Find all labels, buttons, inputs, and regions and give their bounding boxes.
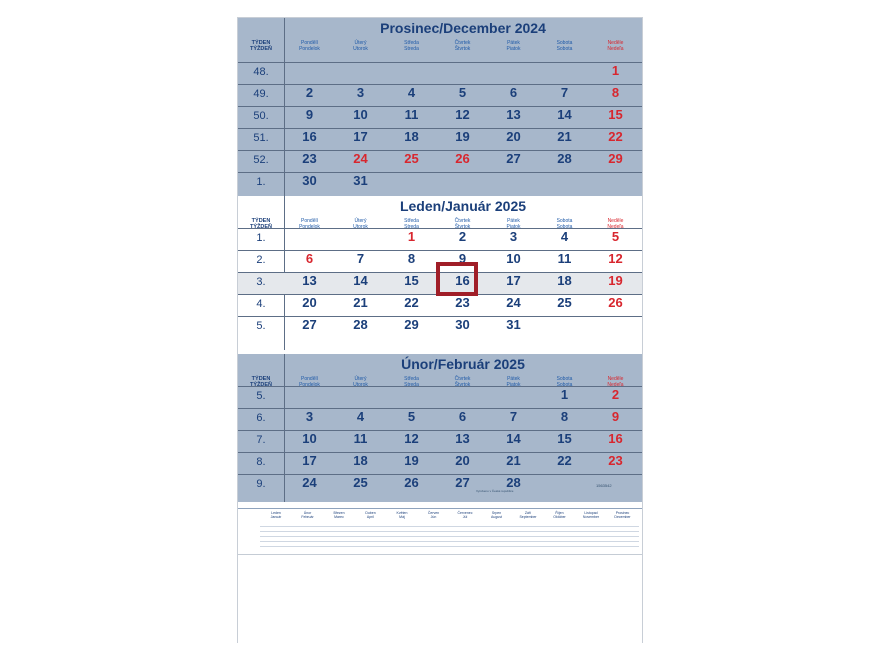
day-name: Čtvrtek Štvrtok <box>454 40 471 52</box>
day-cell <box>539 274 590 288</box>
day-number: 10 <box>302 431 317 446</box>
day-cell <box>386 432 437 446</box>
day-cell <box>488 454 539 468</box>
week-number: 5. <box>256 390 266 402</box>
day-name: Sobota Sobota <box>556 218 573 230</box>
day-cell <box>590 388 641 402</box>
day-name: Úterý Utorok <box>353 376 368 388</box>
day-cell <box>386 252 437 266</box>
day-cell <box>284 252 335 266</box>
day-cell <box>488 432 539 446</box>
day-number: 4 <box>356 409 365 424</box>
day-number: 19 <box>455 129 470 144</box>
day-cell <box>437 476 488 490</box>
day-number: 13 <box>506 107 521 122</box>
week-row <box>238 172 642 195</box>
day-cell <box>386 454 437 468</box>
day-cell <box>335 108 386 122</box>
week-number: 51. <box>253 132 269 144</box>
day-number: 7 <box>356 251 365 266</box>
day-number: 21 <box>557 129 572 144</box>
day-cell <box>284 86 335 100</box>
day-cell <box>437 86 488 100</box>
mini-month: Leden Január <box>260 511 292 548</box>
day-number: 14 <box>353 273 368 288</box>
month-block <box>238 354 642 502</box>
day-cell <box>437 454 488 468</box>
day-number: 13 <box>455 431 470 446</box>
day-cell <box>488 108 539 122</box>
day-cell <box>539 454 590 468</box>
day-number: 29 <box>608 151 623 166</box>
week-header: TÝDEN TÝŽDEŇ <box>250 376 272 388</box>
day-cell <box>539 296 590 310</box>
day-cell <box>284 476 335 490</box>
day-cell <box>284 296 335 310</box>
day-number: 23 <box>302 151 317 166</box>
day-number: 12 <box>608 251 623 266</box>
day-number: 7 <box>509 409 518 424</box>
mini-month: Prosinec December <box>607 511 639 548</box>
day-number: 2 <box>611 387 620 402</box>
week-number: 52. <box>253 154 269 166</box>
day-number: 1 <box>560 387 569 402</box>
day-cell <box>539 252 590 266</box>
day-cell <box>488 252 539 266</box>
day-cell <box>386 410 437 424</box>
day-number: 27 <box>455 475 470 490</box>
day-name: Středa Streda <box>404 218 419 230</box>
day-number: 20 <box>506 129 521 144</box>
day-name: Pátek Piatok <box>506 218 521 230</box>
day-number: 16 <box>455 273 470 288</box>
day-cell <box>488 318 539 332</box>
day-cell <box>437 230 488 244</box>
week-header: TÝDEN TÝŽDEŇ <box>250 40 272 52</box>
day-name: Pátek Piatok <box>506 40 521 52</box>
day-number: 11 <box>353 431 368 446</box>
week-row <box>238 430 642 453</box>
day-name: Čtvrtek Štvrtok <box>454 218 471 230</box>
week-number: 50. <box>253 110 269 122</box>
calendar-backing-board <box>238 554 642 643</box>
product-code: 1563542 <box>596 483 612 488</box>
day-number: 13 <box>302 273 317 288</box>
day-number: 28 <box>353 317 368 332</box>
day-names <box>284 40 642 60</box>
day-cell <box>335 410 386 424</box>
day-cell <box>488 476 539 490</box>
day-number: 1 <box>407 229 416 244</box>
day-number: 15 <box>608 107 623 122</box>
day-cell <box>437 432 488 446</box>
week-number: 2. <box>256 254 266 266</box>
week-number: 8. <box>256 456 266 468</box>
day-cell <box>284 174 335 188</box>
day-cell <box>437 152 488 166</box>
day-number: 17 <box>506 273 521 288</box>
day-cell <box>590 252 641 266</box>
mini-month: Únor Február <box>292 511 324 548</box>
day-cell <box>335 476 386 490</box>
day-name: Čtvrtek Štvrtok <box>454 376 471 388</box>
day-cell <box>488 152 539 166</box>
day-cell <box>335 318 386 332</box>
day-number: 15 <box>404 273 419 288</box>
day-number: 21 <box>353 295 368 310</box>
mini-month: Červen Jún <box>418 511 450 548</box>
day-cell <box>590 86 641 100</box>
year-overview-strip <box>238 508 642 555</box>
day-number: 12 <box>455 107 470 122</box>
day-cell <box>284 274 335 288</box>
day-number: 5 <box>458 85 467 100</box>
month-block <box>238 18 642 196</box>
day-number: 17 <box>353 129 368 144</box>
day-number: 19 <box>404 453 419 468</box>
publisher-info: Vyrobeno v České republice <box>476 489 514 493</box>
day-number: 4 <box>560 229 569 244</box>
day-number: 20 <box>302 295 317 310</box>
week-row <box>238 150 642 173</box>
day-number: 15 <box>557 431 572 446</box>
day-number: 6 <box>458 409 467 424</box>
day-name: Úterý Utorok <box>353 40 368 52</box>
day-cell <box>335 130 386 144</box>
week-row <box>238 84 642 107</box>
day-number: 2 <box>458 229 467 244</box>
today-highlight-frame <box>436 262 478 296</box>
day-name: Středa Streda <box>404 40 419 52</box>
day-number: 3 <box>305 409 314 424</box>
day-cell <box>386 86 437 100</box>
month-title: Leden/Január 2025 <box>399 198 527 214</box>
day-number: 3 <box>509 229 518 244</box>
day-number: 22 <box>608 129 623 144</box>
day-number: 24 <box>302 475 317 490</box>
mini-month: Červenec Júl <box>449 511 481 548</box>
week-row <box>238 62 642 85</box>
day-number: 22 <box>557 453 572 468</box>
day-number: 5 <box>611 229 620 244</box>
week-header: TÝDEN TÝŽDEŇ <box>250 218 272 230</box>
week-row <box>238 228 642 251</box>
day-number: 17 <box>302 453 317 468</box>
day-number: 9 <box>611 409 620 424</box>
day-number: 2 <box>305 85 314 100</box>
day-cell <box>590 432 641 446</box>
mini-month: Březen Marec <box>323 511 355 548</box>
day-cell <box>488 230 539 244</box>
day-number: 5 <box>407 409 416 424</box>
day-number: 9 <box>305 107 314 122</box>
mini-month: Říjen Október <box>544 511 576 548</box>
day-cell <box>488 86 539 100</box>
day-number: 11 <box>404 107 419 122</box>
day-name: Pondělí Pondelok <box>299 218 320 230</box>
day-cell <box>386 108 437 122</box>
week-row <box>238 408 642 431</box>
week-number: 49. <box>253 88 269 100</box>
day-number: 30 <box>455 317 470 332</box>
day-number: 9 <box>458 251 467 266</box>
day-number: 7 <box>560 85 569 100</box>
day-number: 12 <box>404 431 419 446</box>
day-cell <box>284 432 335 446</box>
day-name: Neděle Nedeľa <box>607 218 624 230</box>
day-number: 25 <box>557 295 572 310</box>
day-cell <box>284 410 335 424</box>
day-cell <box>539 130 590 144</box>
day-name: Pátek Piatok <box>506 376 521 388</box>
day-cell <box>335 432 386 446</box>
day-number: 16 <box>608 431 623 446</box>
day-cell <box>539 86 590 100</box>
day-name: Středa Streda <box>404 376 419 388</box>
week-row <box>238 316 642 339</box>
week-number: 4. <box>256 298 266 310</box>
day-cell <box>539 432 590 446</box>
day-cell <box>386 318 437 332</box>
week-row <box>238 474 642 497</box>
week-number: 1. <box>256 232 266 244</box>
day-number: 1 <box>611 63 620 78</box>
day-name: Pondělí Pondelok <box>299 376 320 388</box>
mini-month: Květen Máj <box>386 511 418 548</box>
day-cell <box>590 152 641 166</box>
day-cell <box>539 410 590 424</box>
day-cell <box>539 152 590 166</box>
day-number: 31 <box>506 317 521 332</box>
day-cell <box>386 230 437 244</box>
day-cell <box>284 152 335 166</box>
day-cell <box>488 410 539 424</box>
mini-month: Září September <box>512 511 544 548</box>
day-cell <box>590 454 641 468</box>
day-number: 11 <box>557 251 572 266</box>
day-cell <box>386 476 437 490</box>
day-number: 25 <box>404 151 419 166</box>
day-number: 25 <box>353 475 368 490</box>
day-number: 19 <box>608 273 623 288</box>
day-cell <box>284 108 335 122</box>
day-number: 26 <box>404 475 419 490</box>
day-number: 8 <box>407 251 416 266</box>
week-number: 5. <box>256 320 266 332</box>
week-number: 9. <box>256 478 266 490</box>
week-number: 6. <box>256 412 266 424</box>
day-number: 3 <box>356 85 365 100</box>
day-name: Sobota Sobota <box>556 376 573 388</box>
week-number: 48. <box>253 66 269 78</box>
day-cell <box>437 296 488 310</box>
day-cell <box>386 274 437 288</box>
day-number: 28 <box>557 151 572 166</box>
week-number: 3. <box>256 276 266 288</box>
day-number: 14 <box>557 107 572 122</box>
day-cell <box>437 410 488 424</box>
day-number: 21 <box>506 453 521 468</box>
day-cell <box>335 296 386 310</box>
day-cell <box>539 108 590 122</box>
week-number: 1. <box>256 176 266 188</box>
day-cell <box>437 130 488 144</box>
day-number: 27 <box>302 317 317 332</box>
week-row <box>238 294 642 317</box>
day-cell <box>590 274 641 288</box>
day-cell <box>284 318 335 332</box>
day-number: 22 <box>404 295 419 310</box>
month-title: Prosinec/December 2024 <box>380 20 546 36</box>
day-number: 23 <box>455 295 470 310</box>
week-row <box>238 386 642 409</box>
day-cell <box>437 108 488 122</box>
day-number: 24 <box>506 295 521 310</box>
day-name: Úterý Utorok <box>353 218 368 230</box>
day-number: 20 <box>455 453 470 468</box>
mini-month: Srpen August <box>481 511 513 548</box>
day-number: 29 <box>404 317 419 332</box>
week-row <box>238 106 642 129</box>
day-cell <box>590 64 641 78</box>
day-number: 16 <box>302 129 317 144</box>
day-cell <box>335 252 386 266</box>
day-cell <box>488 296 539 310</box>
day-number: 18 <box>353 453 368 468</box>
day-cell <box>590 410 641 424</box>
week-number: 7. <box>256 434 266 446</box>
day-cell <box>335 152 386 166</box>
day-number: 8 <box>611 85 620 100</box>
day-cell <box>590 130 641 144</box>
day-cell <box>437 318 488 332</box>
day-number: 28 <box>506 475 521 490</box>
day-cell <box>590 296 641 310</box>
day-number: 30 <box>302 173 317 188</box>
day-name: Pondělí Pondelok <box>299 40 320 52</box>
day-cell <box>386 130 437 144</box>
day-number: 26 <box>455 151 470 166</box>
day-number: 14 <box>506 431 521 446</box>
day-number: 24 <box>353 151 368 166</box>
day-number: 4 <box>407 85 416 100</box>
day-number: 27 <box>506 151 521 166</box>
mini-month: Listopad November <box>575 511 607 548</box>
day-name: Neděle Nedeľa <box>607 40 624 52</box>
day-cell <box>335 86 386 100</box>
day-cell <box>539 230 590 244</box>
day-cell <box>284 454 335 468</box>
day-cell <box>488 130 539 144</box>
day-number: 10 <box>353 107 368 122</box>
mini-month: Duben Apríl <box>355 511 387 548</box>
day-name: Sobota Sobota <box>556 40 573 52</box>
day-number: 6 <box>305 251 314 266</box>
day-cell <box>284 130 335 144</box>
day-name: Neděle Nedeľa <box>607 376 624 388</box>
day-number: 8 <box>560 409 569 424</box>
day-cell <box>590 230 641 244</box>
day-cell <box>539 388 590 402</box>
day-number: 31 <box>353 173 368 188</box>
day-cell <box>488 274 539 288</box>
day-number: 18 <box>557 273 572 288</box>
day-cell <box>386 296 437 310</box>
day-cell <box>335 454 386 468</box>
day-number: 10 <box>506 251 521 266</box>
day-cell <box>386 152 437 166</box>
day-number: 26 <box>608 295 623 310</box>
day-number: 18 <box>404 129 419 144</box>
week-row <box>238 128 642 151</box>
month-title: Únor/Február 2025 <box>401 356 525 372</box>
day-number: 6 <box>509 85 518 100</box>
day-cell <box>590 108 641 122</box>
day-cell <box>335 174 386 188</box>
week-row <box>238 452 642 475</box>
day-cell <box>335 274 386 288</box>
day-number: 23 <box>608 453 623 468</box>
